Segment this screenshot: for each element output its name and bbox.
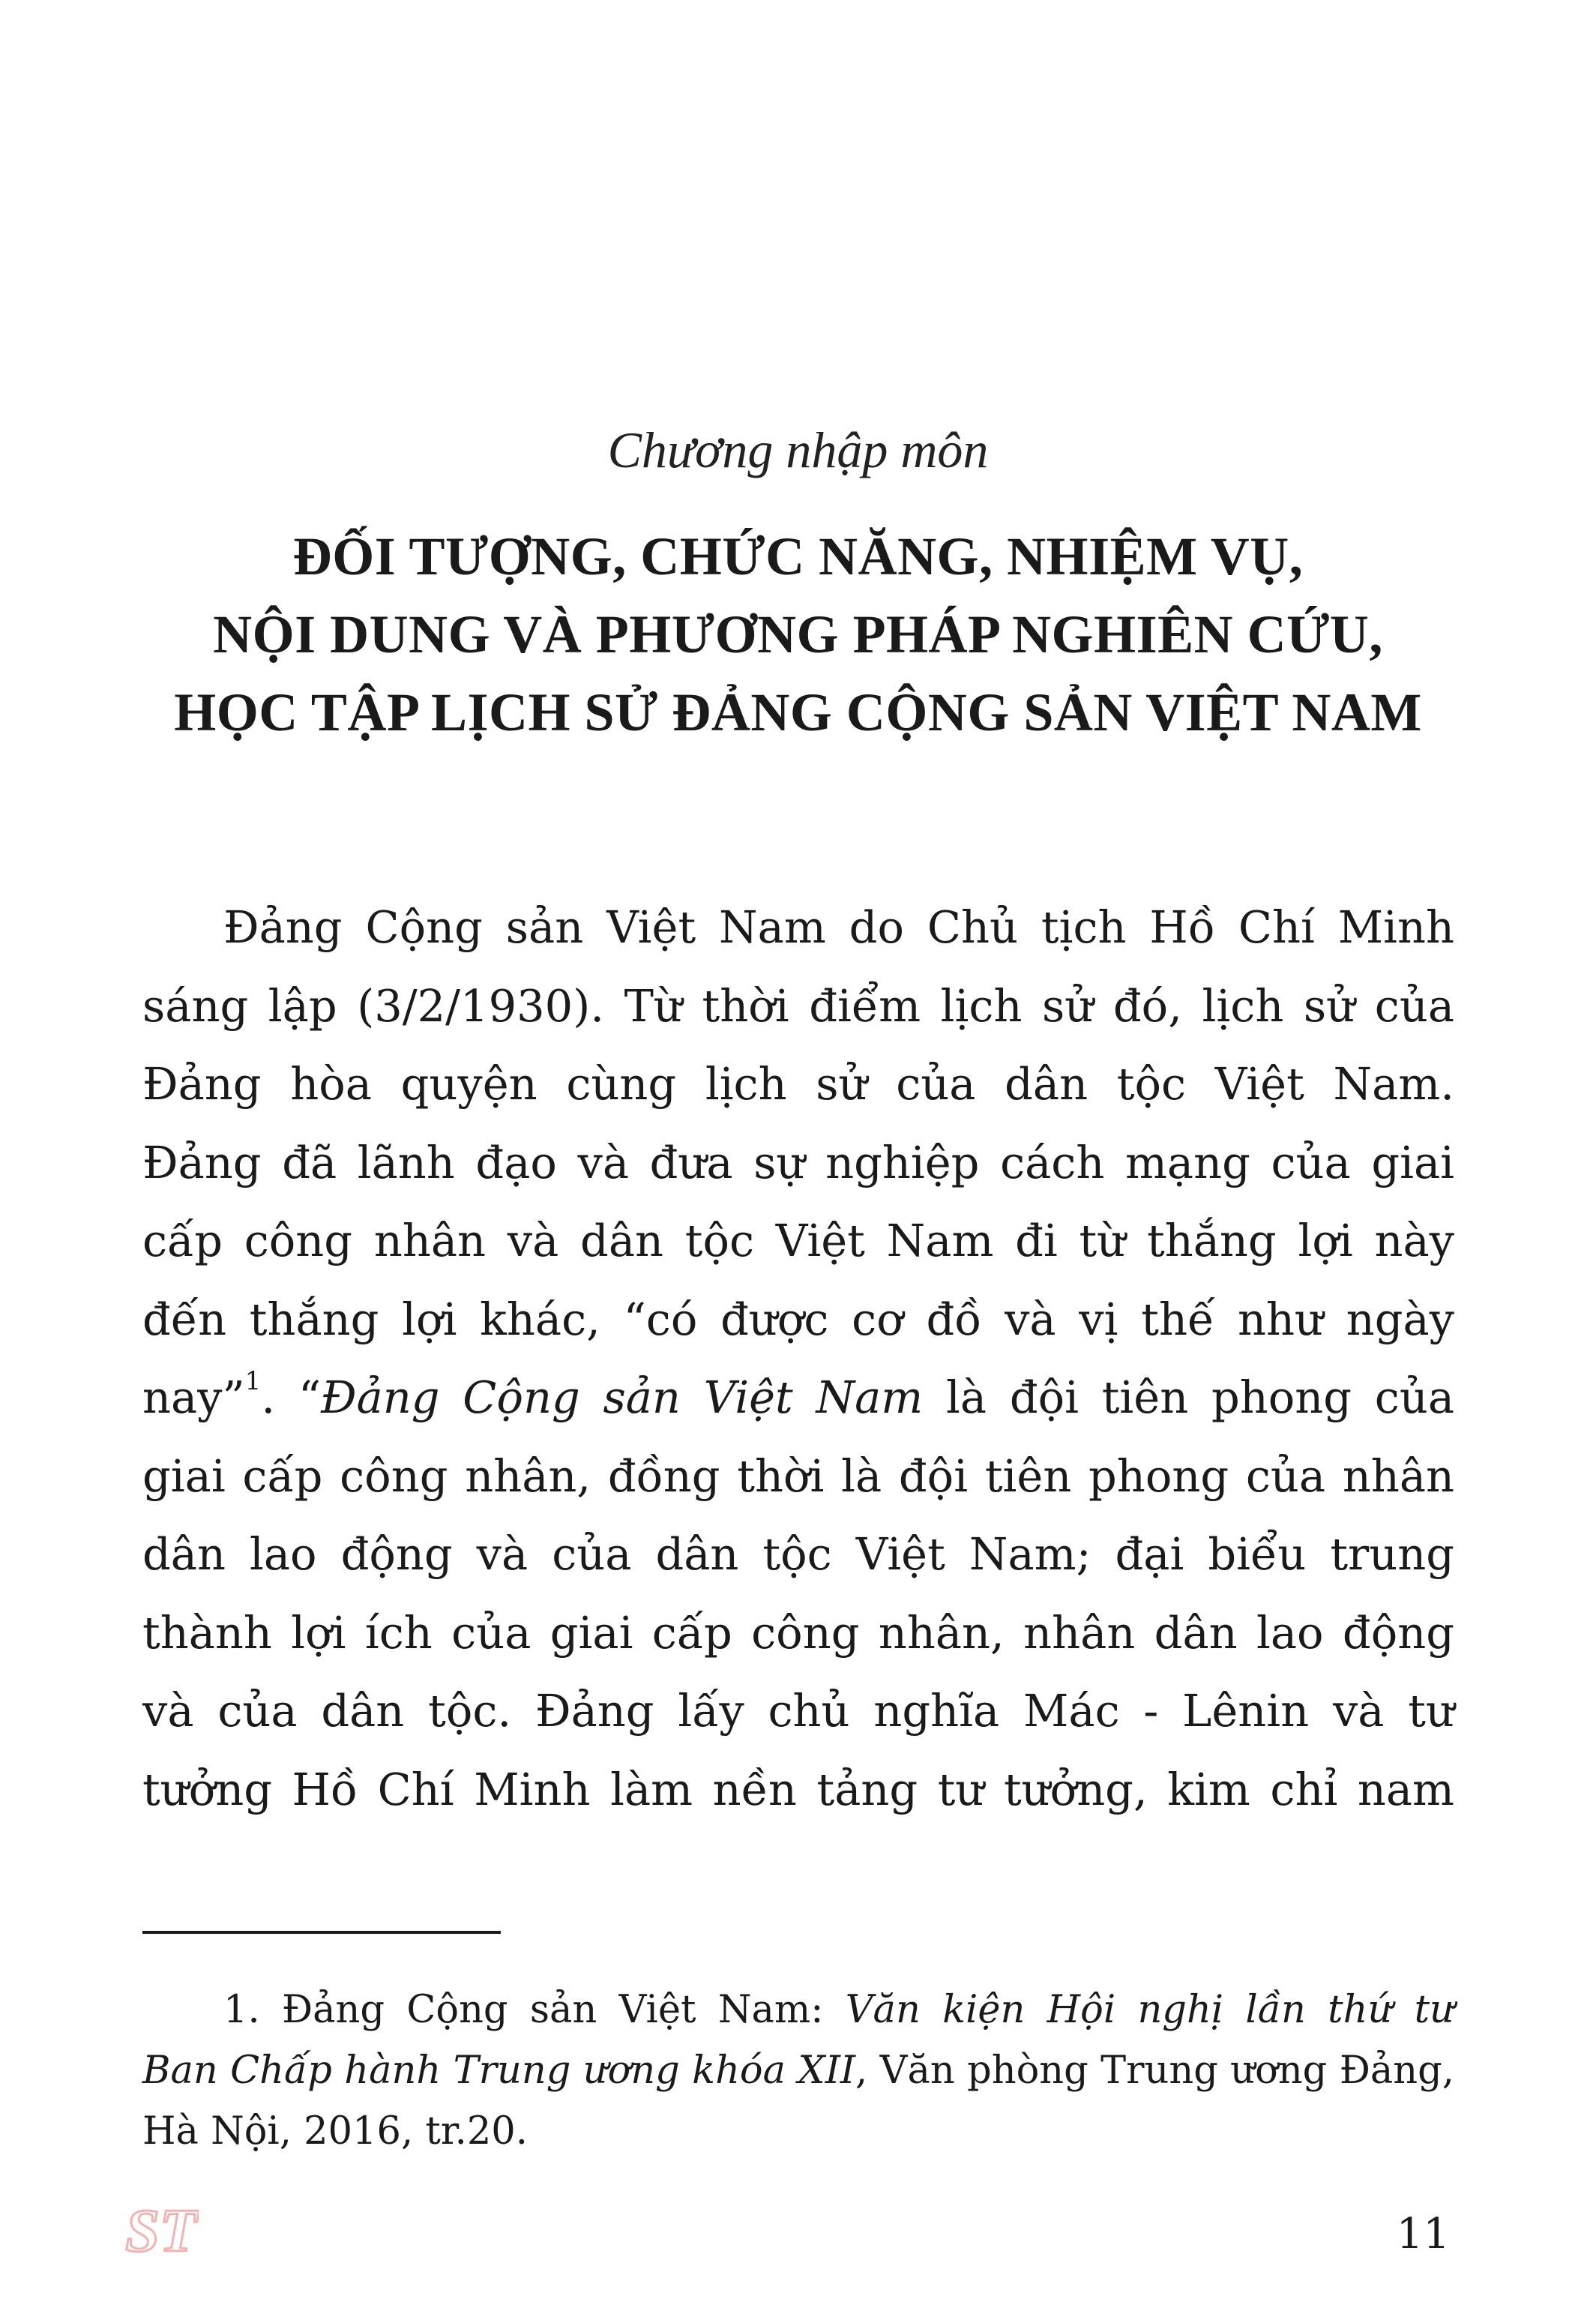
footnote (142, 1980, 1454, 2162)
body-emphasis: Đảng Cộng sản Việt Nam (320, 1371, 924, 1423)
body-text-run: . “ (261, 1371, 321, 1423)
body-paragraph (142, 889, 1454, 1829)
chapter-title-line: HỌC TẬP LỊCH SỬ ĐẢNG CỘNG SẢN VIỆT NAM (174, 682, 1422, 742)
footnote-text-run: 1. Đảng Cộng sản Việt Nam: (223, 1988, 846, 2032)
page-number: 11 (1396, 2210, 1450, 2259)
body-line: thành lợi ích của giai cấp công nhân, nhân dân lao động (142, 1606, 1454, 1659)
body-line: và của dân tộc. Đảng lấy chủ nghĩa Mác - Lênin và tư (142, 1685, 1454, 1737)
body-text-run: là đội tiên phong của (923, 1371, 1454, 1423)
chapter-label: Chương nhập môn (607, 421, 989, 478)
body-line: tưởng Hồ Chí Minh làm nền tảng tư tưởng, kim chỉ nam (142, 1763, 1454, 1815)
chapter-title-line: NỘI DUNG VÀ PHƯƠNG PHÁP NGHIÊN CỨU, (213, 604, 1383, 664)
footnote-reference: 1 (244, 1366, 262, 1396)
footnote-text-run: , Văn phòng Trung ương Đảng, (855, 2049, 1454, 2093)
footnote-divider (142, 1931, 501, 1934)
footnote-line (142, 1980, 1454, 2040)
footnote-line: Hà Nội, 2016, tr.20. (142, 2109, 528, 2154)
svg-text:ST: ST (125, 2196, 197, 2265)
publisher-logo-icon (124, 2191, 199, 2266)
footnote-emphasis: Văn kiện Hội nghị lần thứ tư (845, 1988, 1454, 2032)
body-line (142, 1359, 1454, 1437)
chapter-title (112, 517, 1484, 751)
body-line: đến thắng lợi khác, “có được cơ đồ và vị thế như ngày (142, 1293, 1454, 1345)
body-text-run: nay” (142, 1371, 245, 1423)
footnote-emphasis: Ban Chấp hành Trung ương khóa XII (142, 2049, 856, 2093)
body-line: Đảng hòa quyện cùng lịch sử của dân tộc Việt Nam. (142, 1058, 1454, 1110)
footnote-line (142, 2040, 1454, 2101)
chapter-title-line: ĐỐI TƯỢNG, CHỨC NĂNG, NHIỆM VỤ, (292, 526, 1304, 586)
body-line: dân lao động và của dân tộc Việt Nam; đại biểu trung (142, 1528, 1454, 1580)
body-line: cấp công nhân và dân tộc Việt Nam đi từ thắng lợi này (142, 1215, 1454, 1266)
body-line: Đảng Cộng sản Việt Nam do Chủ tịch Hồ Chí Minh (223, 901, 1454, 953)
body-line: Đảng đã lãnh đạo và đưa sự nghiệp cách mạng của giai (142, 1136, 1454, 1188)
body-line: giai cấp công nhân, đồng thời là đội tiên phong của nhân (142, 1449, 1454, 1502)
body-line: sáng lập (3/2/1930). Từ thời điểm lịch sử đó, lịch sử của (142, 979, 1454, 1032)
